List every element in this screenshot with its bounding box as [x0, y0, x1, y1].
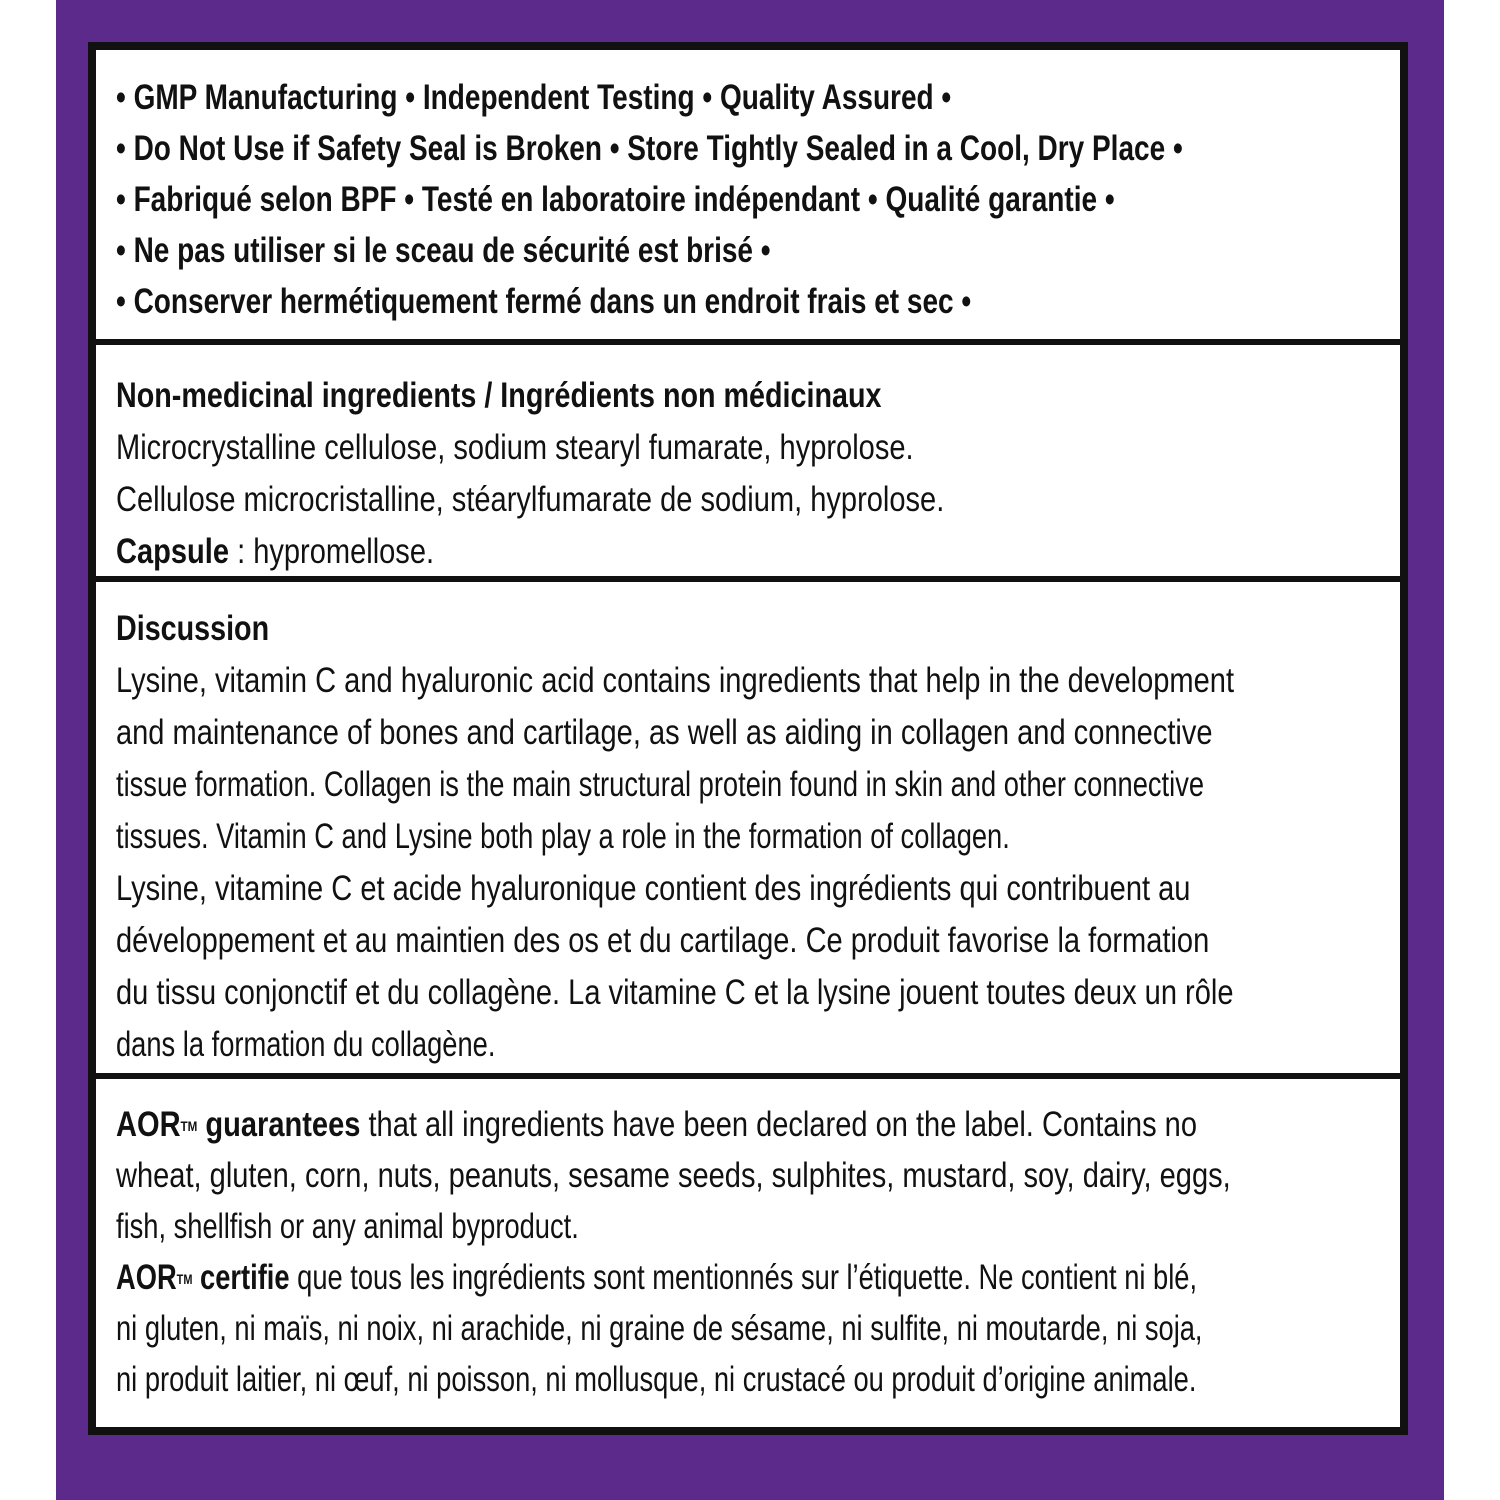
- guarantee-en-line-2: wheat, gluten, corn, nuts, peanuts, sesame seeds, sulphites, mustard, soy, dairy, eggs,: [116, 1156, 1231, 1195]
- label-box: [88, 42, 1408, 1435]
- discussion-en-line-3: tissue formation. Collagen is the main structural protein found in skin and other connective: [116, 765, 1205, 804]
- discussion-en-line-2: and maintenance of bones and cartilage, as well as aiding in collagen and connective: [116, 713, 1213, 752]
- quality-line-3: • Fabriqué selon BPF • Testé en laboratoire indépendant • Qualité garantie •: [116, 180, 1115, 219]
- guarantee-fr-rest: que tous les ingrédients sont mentionnés sur l’étiquette. Ne contient ni blé,: [289, 1258, 1198, 1297]
- discussion-panel: [96, 582, 1400, 1073]
- trademark-mark: TM: [180, 1118, 198, 1134]
- discussion-fr-line-2: développement et au maintien des os et du cartilage. Ce produit favorise la formation: [116, 921, 1210, 960]
- guarantee-en-rest: that all ingredients have been declared on the label. Contains no: [360, 1105, 1197, 1144]
- ingredients-english: Microcrystalline cellulose, sodium stearyl fumarate, hyprolose.: [116, 428, 914, 467]
- discussion-en-line-1: Lysine, vitamin C and hyaluronic acid contains ingredients that help in the development: [116, 661, 1235, 700]
- quality-panel: [96, 50, 1400, 339]
- ingredients-heading: Non-medicinal ingredients / Ingrédients non médicinaux: [116, 376, 882, 415]
- discussion-fr-line-3: du tissu conjonctif et du collagène. La vitamine C et la lysine jouent toutes deux un rôle: [116, 973, 1234, 1012]
- ingredients-panel: [96, 345, 1400, 576]
- quality-line-2: • Do Not Use if Safety Seal is Broken • Store Tightly Sealed in a Cool, Dry Place •: [116, 129, 1183, 168]
- discussion-en-line-4: tissues. Vitamin C and Lysine both play a role in the formation of collagen.: [116, 817, 1010, 856]
- guarantee-en-bold: guarantees: [197, 1105, 361, 1144]
- guarantee-fr-line-1: [116, 1252, 1198, 1303]
- quality-line-5: • Conserver hermétiquement fermé dans un endroit frais et sec •: [116, 282, 972, 321]
- discussion-fr-line-1: Lysine, vitamine C et acide hyaluronique contient des ingrédients qui contribuent au: [116, 869, 1191, 908]
- trademark-mark-fr: TM: [176, 1271, 193, 1287]
- capsule-line: [116, 526, 1165, 576]
- guarantee-fr-line-3: ni produit laitier, ni œuf, ni poisson, ni mollusque, ni crustacé ou produit d’origine animale.: [116, 1360, 1197, 1399]
- guarantee-fr-bold: certifie: [192, 1258, 290, 1297]
- guarantee-en-line-1: [116, 1099, 1197, 1150]
- guarantee-en-line-3: fish, shellfish or any animal byproduct.: [116, 1207, 579, 1246]
- guarantee-panel: [96, 1079, 1400, 1427]
- quality-line-4: • Ne pas utiliser si le sceau de sécurité est brisé •: [116, 231, 771, 270]
- brand-name-fr: AOR: [116, 1258, 177, 1297]
- capsule-text: : hypromellose.: [229, 532, 435, 571]
- capsule-label: Capsule: [116, 532, 230, 571]
- ingredients-french: Cellulose microcristalline, stéarylfumarate de sodium, hyprolose.: [116, 480, 945, 519]
- guarantee-fr-line-2: ni gluten, ni maïs, ni noix, ni arachide, ni graine de sésame, ni sulfite, ni moutarde, ni soja,: [116, 1309, 1203, 1348]
- discussion-fr-line-4: dans la formation du collagène.: [116, 1025, 496, 1064]
- quality-line-1: • GMP Manufacturing • Independent Testing • Quality Assured •: [116, 78, 952, 117]
- brand-name: AOR: [116, 1105, 181, 1144]
- discussion-heading: Discussion: [116, 609, 270, 648]
